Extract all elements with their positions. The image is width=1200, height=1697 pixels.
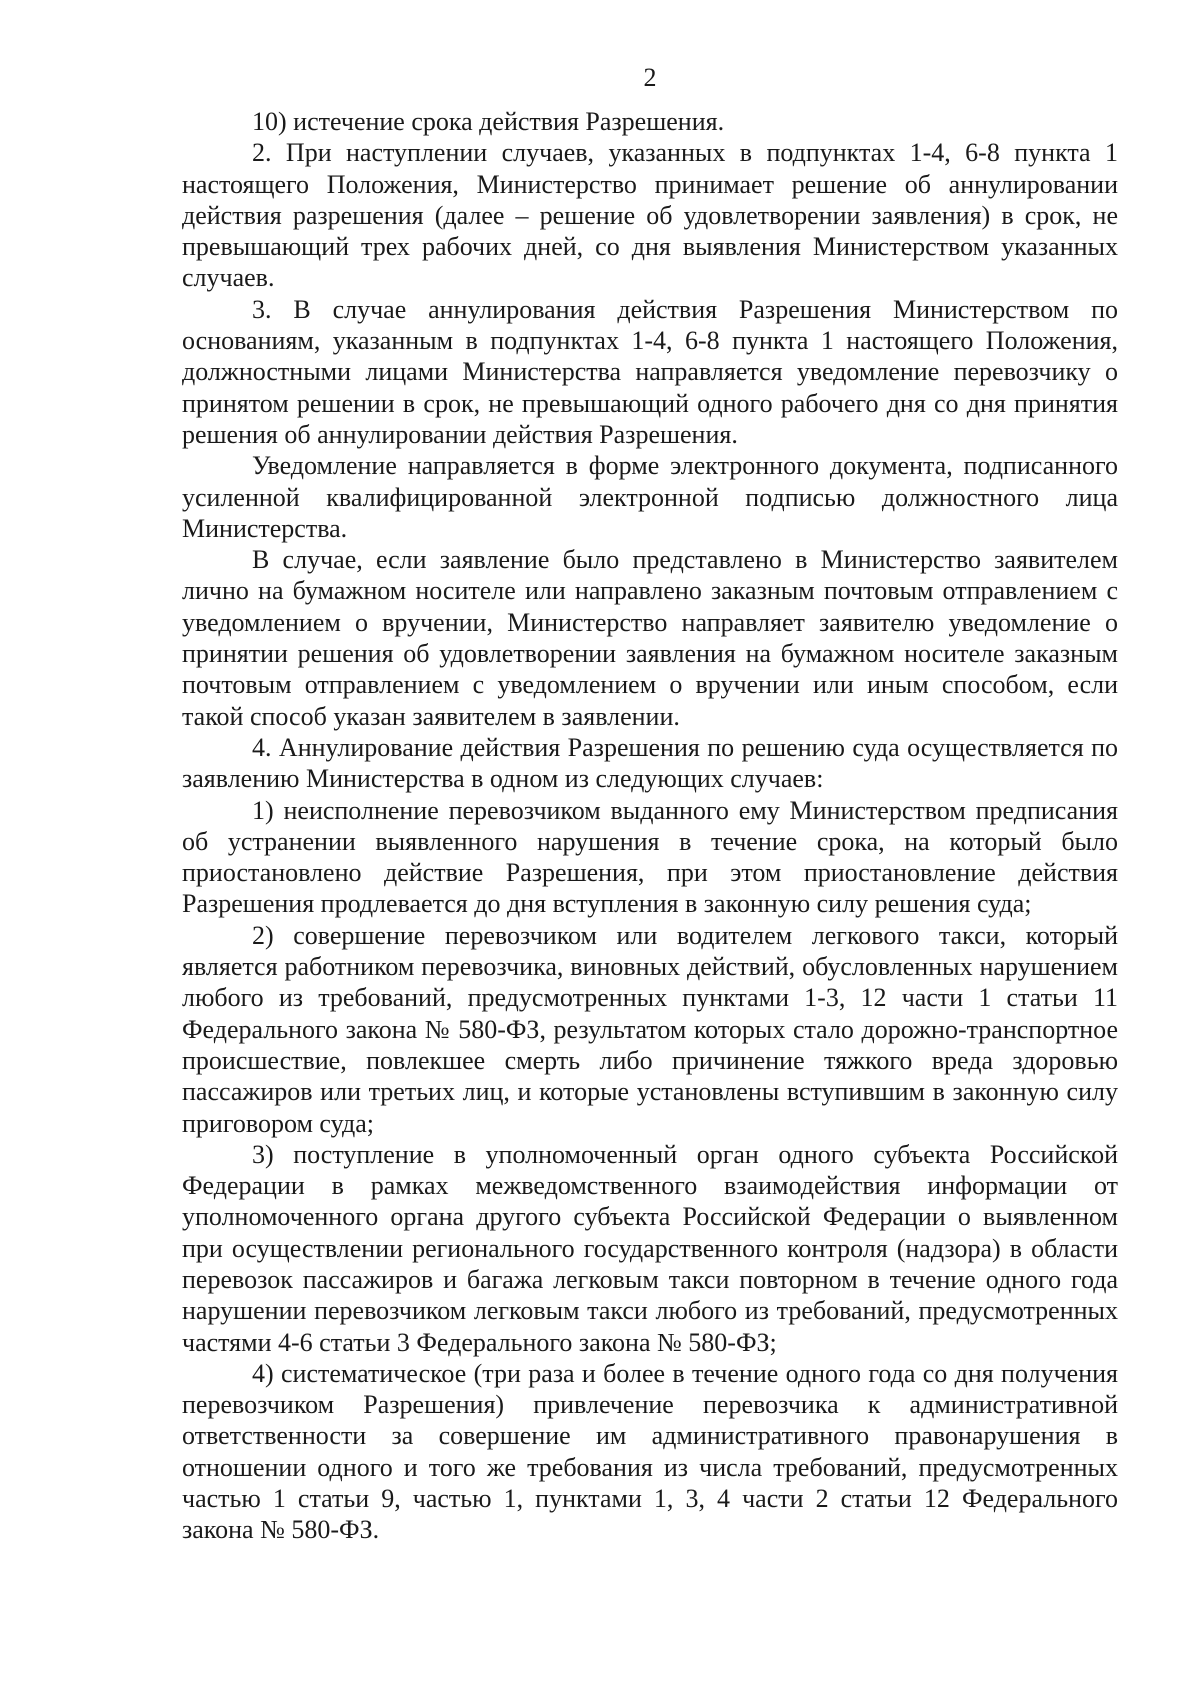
paragraph-4-item-4: 4) систематическое (три раза и более в течение одного года со дня получения перевозчиком Разрешения) привлечение перевозчика к административной ответственности за совершение им административного правонарушения в отношении одного и того же требования из числа требований, предусмотренных частью 1 статьи 9, частью 1, пунктами 1, 3, 4 части 2 статьи 12 Федерального закона № 580-ФЗ. xyxy=(182,1358,1118,1545)
paragraph-4-item-1: 1) неисполнение перевозчиком выданного ему Министерством предписания об устранении выявленного нарушения в течение срока, на который было приостановлено действие Разрешения, при этом приостановление действия Разрешения продлевается до дня вступления в законную силу решения суда; xyxy=(182,795,1118,919)
paragraph-2: 2. При наступлении случаев, указанных в подпунктах 1-4, 6-8 пункта 1 настоящего Положения, Министерство принимает решение об аннулировании действия разрешения (далее – решение об удовлетворении заявления) в срок, не превышающий трех рабочих дней, со дня выявления Министерством указанных случаев. xyxy=(182,138,1118,293)
paragraph-4-item-3: 3) поступление в уполномоченный орган одного субъекта Российской Федерации в рамках межведомственного взаимодействия информации от уполномоченного органа другого субъекта Российской Федерации о выявленном при осуществлении регионального государственного контроля (надзора) в области перевозок пассажиров и багажа легковым такси повторном в течение одного года нарушении перевозчиком легковым такси любого из требований, предусмотренных частями 4-6 статьи 3 Федерального закона № 580-ФЗ; xyxy=(182,1139,1118,1357)
page-number: 2 xyxy=(643,63,657,92)
document-body xyxy=(182,106,1118,1546)
paragraph-paper-submission: В случае, если заявление было представлено в Министерство заявителем лично на бумажном носителе или направлено заказным почтовым отправлением с уведомлением о вручении, Министерство направляет заявителю уведомление о принятии решения об удовлетворении заявления на бумажном носителе заказным почтовым отправлением с уведомлением о вручении или иным способом, если такой способ указан заявителем в заявлении. xyxy=(182,545,1118,731)
paragraph-item-10-expiry: 10) истечение срока действия Разрешения. xyxy=(252,107,725,136)
paragraph-notification-form: Уведомление направляется в форме электронного документа, подписанного усиленной квалифицированной электронной подписью должностного лица Министерства. xyxy=(182,451,1118,543)
paragraph-4-item-2: 2) совершение перевозчиком или водителем легкового такси, который является работником перевозчика, виновных действий, обусловленных нарушением любого из требований, предусмотренных пунктами 1-3, 12 части 1 статьи 11 Федерального закона № 580-ФЗ, результатом которых стало дорожно-транспортное происшествие, повлекшее смерть либо причинение тяжкого вреда здоровью пассажиров или третьих лиц, и которые установлены вступившим в законную силу приговором суда; xyxy=(182,920,1118,1138)
paragraph-3: 3. В случае аннулирования действия Разрешения Министерством по основаниям, указанным в подпунктах 1-4, 6-8 пункта 1 настоящего Положения, должностными лицами Министерства направляется уведомление перевозчику о принятом решении в срок, не превышающий одного рабочего дня со дня принятия решения об аннулировании действия Разрешения. xyxy=(182,294,1118,449)
paragraph-4: 4. Аннулирование действия Разрешения по решению суда осуществляется по заявлению Министерства в одном из следующих случаев: xyxy=(182,732,1118,794)
